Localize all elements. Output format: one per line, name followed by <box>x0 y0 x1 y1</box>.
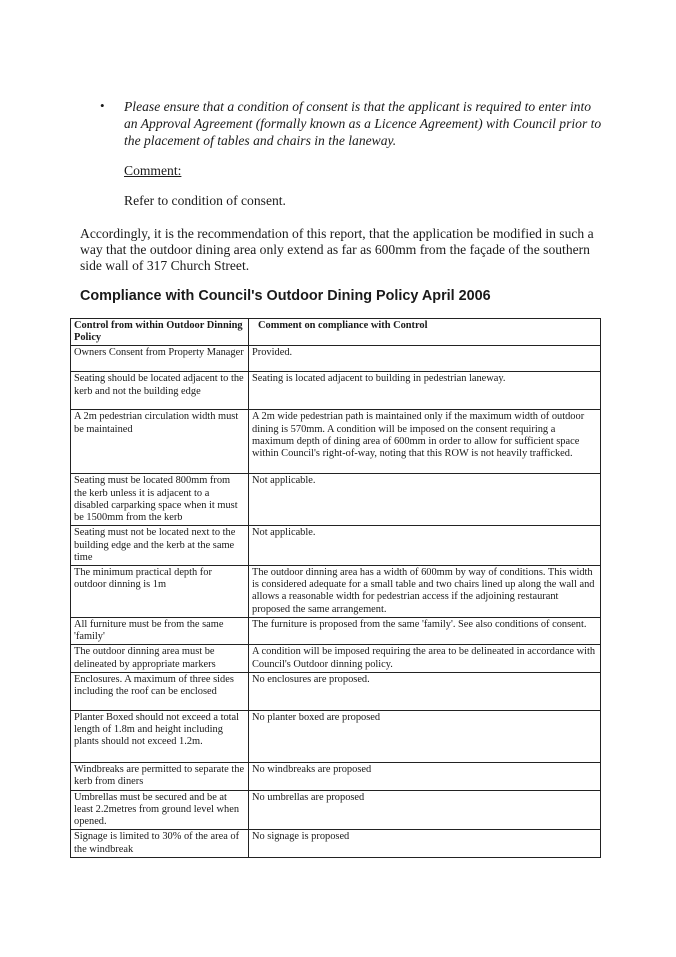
comment-cell: The outdoor dinning area has a width of 600mm by way of conditions. This width is considered adequate for a small table and two chairs lined up along the wall and allows a reasonable width for pedestrian access if the adjoining restaurant proposed the same arrangement. <box>249 566 601 618</box>
comment-cell: Provided. <box>249 346 601 372</box>
table-row <box>71 372 601 410</box>
comment-cell: Seating is located adjacent to building in pedestrian laneway. <box>249 372 601 410</box>
comment-cell: Not applicable. <box>249 526 601 566</box>
comment-cell: A condition will be imposed requiring the area to be delineated in accordance with Council's Outdoor dinning policy. <box>249 645 601 672</box>
control-cell: All furniture must be from the same 'family' <box>71 618 249 645</box>
table-row <box>71 645 601 672</box>
bullet-marker: • <box>100 98 105 113</box>
recommendation-paragraph: Accordingly, it is the recommendation of this report, that the application be modified in such a way that the outdoor dining area only extend as far as 600mm from the façade of the southern side wall of 317 Church Street. <box>80 226 594 273</box>
control-cell: Seating must not be located next to the building edge and the kerb at the same time <box>71 526 249 566</box>
comment-cell: No planter boxed are proposed <box>249 710 601 762</box>
comment-label: Comment: <box>124 163 182 178</box>
control-cell: Windbreaks are permitted to separate the kerb from diners <box>71 762 249 790</box>
control-cell: The outdoor dinning area must be delineated by appropriate markers <box>71 645 249 672</box>
comment-cell: No windbreaks are proposed <box>249 762 601 790</box>
control-cell: Seating must be located 800mm from the kerb unless it is adjacent to a disabled carparking space when it must be 1500mm from the kerb <box>71 474 249 526</box>
table-row <box>71 762 601 790</box>
comment-text: Refer to condition of consent. <box>124 193 286 208</box>
control-cell: Owners Consent from Property Manager <box>71 346 249 372</box>
bullet-text: Please ensure that a condition of consent is that the applicant is required to enter into an Approval Agreement (formally known as a Licence Agreement) with Council prior to the placement of tables and chairs in the laneway. <box>124 99 602 148</box>
control-cell: Enclosures. A maximum of three sides including the roof can be enclosed <box>71 672 249 710</box>
table-header-row <box>71 319 601 346</box>
control-cell: Signage is limited to 30% of the area of the windbreak <box>71 830 249 857</box>
header-control: Control from within Outdoor Dinning Policy <box>71 319 249 346</box>
comment-cell: The furniture is proposed from the same 'family'. See also conditions of consent. <box>249 618 601 645</box>
header-comment: Comment on compliance with Control <box>249 319 601 346</box>
table-row <box>71 710 601 762</box>
section-heading: Compliance with Council's Outdoor Dining Policy April 2006 <box>80 288 491 304</box>
comment-cell: No enclosures are proposed. <box>249 672 601 710</box>
table-row <box>71 672 601 710</box>
table-row <box>71 830 601 857</box>
table-row <box>71 618 601 645</box>
comment-cell: A 2m wide pedestrian path is maintained only if the maximum width of outdoor dining is 570mm. A condition will be imposed on the consent requiring a maximum depth of dining area of 600mm in order to allow for sufficient space within Council's right-of-way, noting that this ROW is not heavily trafficked. <box>249 410 601 474</box>
compliance-table <box>70 318 601 858</box>
table-row <box>71 526 601 566</box>
comment-cell: No umbrellas are proposed <box>249 790 601 830</box>
comment-cell: No signage is proposed <box>249 830 601 857</box>
control-cell: Umbrellas must be secured and be at least 2.2metres from ground level when opened. <box>71 790 249 830</box>
table-row <box>71 410 601 474</box>
table-row <box>71 566 601 618</box>
table-row <box>71 790 601 830</box>
comment-cell: Not applicable. <box>249 474 601 526</box>
control-cell: Planter Boxed should not exceed a total length of 1.8m and height including plants should not exceed 1.2m. <box>71 710 249 762</box>
control-cell: A 2m pedestrian circulation width must be maintained <box>71 410 249 474</box>
control-cell: Seating should be located adjacent to the kerb and not the building edge <box>71 372 249 410</box>
table-row <box>71 346 601 372</box>
table-row <box>71 474 601 526</box>
control-cell: The minimum practical depth for outdoor dinning is 1m <box>71 566 249 618</box>
